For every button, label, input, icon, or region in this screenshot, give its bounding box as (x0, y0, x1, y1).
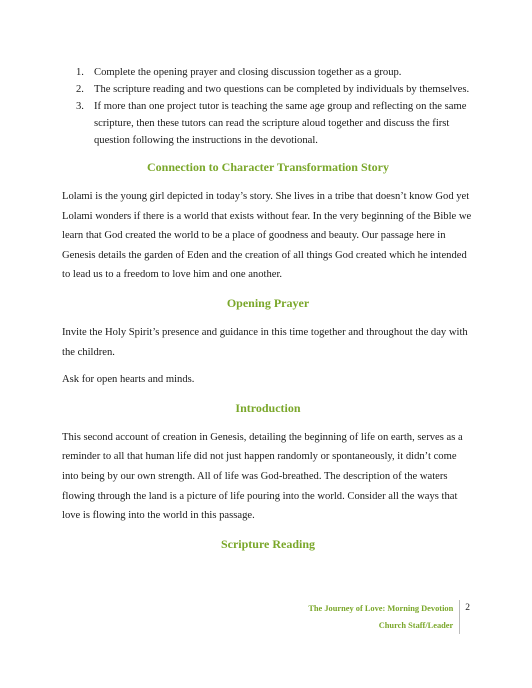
section-heading-opening-prayer: Opening Prayer (226, 295, 310, 310)
instruction-item (62, 98, 474, 149)
footer-text (308, 600, 459, 634)
opening-prayer-paragraph: Invite the Holy Spirit’s presence and guidance in this time together and throughout the day with the children. (62, 326, 468, 358)
connection-paragraph: Lolami is the young girl depicted in today’s story. She lives in a tribe that doesn’t know God yet Lolami wonders if there is a world that exists without fear. In the very beginning of the Bible we learn that God created the world to be a place of goodness and beauty. Our passage here in Genesis details the garden of Eden and the creation of all things God created which he intended to lead us to a freedom to love him and one another. (62, 191, 472, 281)
page-content (62, 64, 474, 564)
instruction-number: 2. (76, 84, 84, 95)
section-heading-connection: Connection to Character Transformation Story (147, 160, 389, 174)
footer-subtitle: Church Staff/Leader (378, 621, 454, 630)
instruction-text: Complete the opening prayer and closing discussion together as a group. (94, 67, 402, 78)
instruction-number: 3. (76, 101, 84, 112)
opening-prayer-paragraph: Ask for open hearts and minds. (62, 374, 195, 386)
page-footer (308, 600, 470, 634)
instruction-list (62, 64, 474, 149)
footer-title: The Journey of Love: Morning Devotion (308, 604, 454, 613)
instruction-item (62, 64, 474, 81)
instruction-text: If more than one project tutor is teaching the same age group and reflecting on the same scripture, then these tutors can read the scripture aloud together and discuss the first question following the instructions in the devotional. (94, 101, 467, 146)
instruction-item (62, 81, 474, 98)
instruction-number: 1. (76, 67, 84, 78)
introduction-paragraph: This second account of creation in Genesis, detailing the beginning of life on earth, serves as a reminder to all that human life did not just happen randomly or spontaneously, it didn’t come into being by our own strength. All of life was God-breathed. The description of the waters flowing through the land is a picture of life pouring into the world. Consider all the ways that love is flowing into the world in this passage. (62, 431, 463, 522)
section-heading-scripture-reading: Scripture Reading (220, 536, 316, 551)
page-number: 2 (465, 603, 470, 613)
instruction-text: The scripture reading and two questions can be completed by individuals by themselves. (94, 84, 470, 95)
section-heading-introduction: Introduction (235, 400, 301, 415)
